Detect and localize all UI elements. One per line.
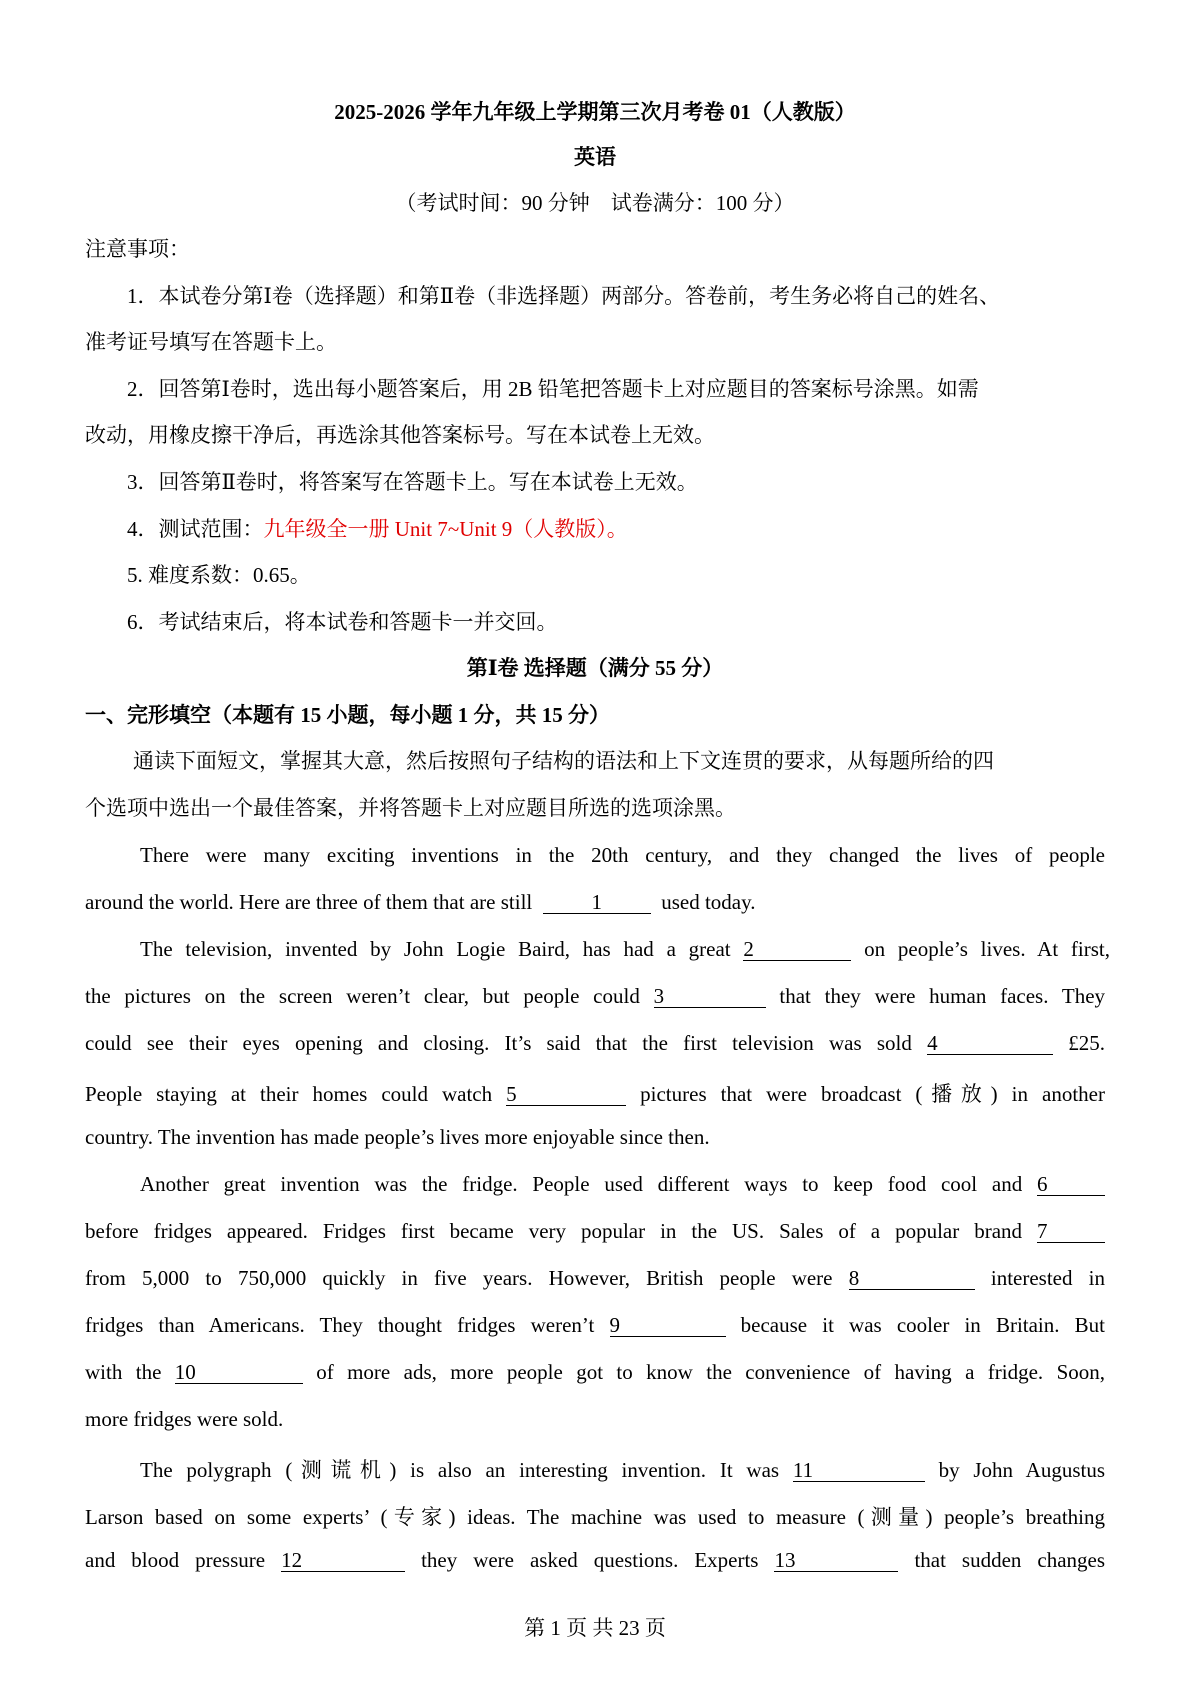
note-1b: 准考证号填写在答题卡上。 xyxy=(85,330,337,354)
passage-line: The polygraph (测谎机) is also an interesting invention. It was 11 by John Augustus xyxy=(140,1458,1105,1482)
passage-line: People staying at their homes could watch 5 pictures that were broadcast (播放) in another xyxy=(85,1082,1105,1106)
exam-title: 2025-2026 学年九年级上学期第三次月考卷 01（人教版） xyxy=(334,100,856,124)
note-4 xyxy=(127,513,1107,543)
passage-line: country. The invention has made people’s lives more enjoyable since then. xyxy=(85,1125,710,1149)
note-5: 5. 难度系数：0.65。 xyxy=(127,563,311,587)
blank-8: 8 xyxy=(849,1267,975,1290)
passage-line: and blood pressure 12 they were asked questions. Experts 13 that sudden changes xyxy=(85,1548,1106,1572)
blank-5: 5 xyxy=(506,1083,626,1106)
note-4-label: 4．测试范围： xyxy=(127,517,264,541)
passage-line: from 5,000 to 750,000 quickly in five years. However, British people were 8 interested in xyxy=(85,1266,1106,1290)
blank-3: 3 xyxy=(654,985,766,1008)
passage-line: The television, invented by John Logie Baird, has had a great 2 on people’s lives. At first, xyxy=(140,937,1111,961)
blank-12: 12 xyxy=(281,1549,405,1572)
note-2b: 改动，用橡皮擦干净后，再选涂其他答案标号。写在本试卷上无效。 xyxy=(85,423,715,447)
exam-info: （考试时间：90 分钟 试卷满分：100 分） xyxy=(395,191,795,215)
blank-2: 2 xyxy=(743,938,851,961)
notes-heading: 注意事项： xyxy=(85,237,190,261)
blank-6: 6 xyxy=(1037,1173,1105,1196)
passage-line: more fridges were sold. xyxy=(85,1407,284,1431)
subject-title: 英语 xyxy=(574,145,616,169)
passage-line: Another great invention was the fridge. People used different ways to keep food cool and 6 xyxy=(140,1172,1105,1197)
passage-line: could see their eyes opening and closing. It’s said that the first television was sold 4 £25. xyxy=(85,1031,1106,1055)
blank-11: 11 xyxy=(793,1459,925,1482)
part1-title: 第Ⅰ卷 选择题（满分 55 分） xyxy=(466,656,724,680)
page-footer: 第 1 页 共 23 页 xyxy=(524,1616,666,1640)
passage-line: There were many exciting inventions in the 20th century, and they changed the lives of people xyxy=(140,843,1105,867)
passage-line: Larson based on some experts’ (专家) ideas. The machine was used to measure (测量) people’s breathing xyxy=(85,1505,1105,1529)
note-3: 3．回答第Ⅱ卷时，将答案写在答题卡上。写在本试卷上无效。 xyxy=(127,470,698,494)
blank-9: 9 xyxy=(610,1314,726,1337)
blank-4: 4 xyxy=(927,1032,1053,1055)
note-6: 6．考试结束后，将本试卷和答题卡一并交回。 xyxy=(127,610,558,634)
passage-line: around the world. Here are three of them that are still 1 used today. xyxy=(85,890,756,914)
passage-line: the pictures on the screen weren’t clear, but people could 3 that they were human faces. They xyxy=(85,984,1106,1008)
blank-1: 1 xyxy=(543,891,651,914)
passage-line: fridges than Americans. They thought fridges weren’t 9 because it was cooler in Britain. But xyxy=(85,1313,1105,1337)
note-2a: 2．回答第Ⅰ卷时，选出每小题答案后，用 2B 铅笔把答题卡上对应题目的答案标号涂黑。如需 xyxy=(127,377,979,401)
cloze-instructions-b: 个选项中选出一个最佳答案，并将答题卡上对应题目所选的选项涂黑。 xyxy=(85,796,736,820)
passage-line: with the 10 of more ads, more people got to know the convenience of having a fridge. Soon, xyxy=(85,1360,1106,1384)
blank-7: 7 xyxy=(1037,1220,1105,1243)
blank-13: 13 xyxy=(774,1549,898,1572)
note-1a: 1．本试卷分第Ⅰ卷（选择题）和第Ⅱ卷（非选择题）两部分。答卷前，考生务必将自己的姓名、 xyxy=(127,284,1001,308)
blank-10: 10 xyxy=(175,1361,303,1384)
cloze-instructions-a: 通读下面短文，掌握其大意，然后按照句子结构的语法和上下文连贯的要求，从每题所给的四 xyxy=(133,749,994,773)
passage-line: before fridges appeared. Fridges first became very popular in the US. Sales of a popular brand 7 xyxy=(85,1219,1105,1244)
test-scope: 九年级全一册 Unit 7~Unit 9（人教版）。 xyxy=(263,517,628,541)
cloze-section-title: 一、完形填空（本题有 15 小题，每小题 1 分，共 15 分） xyxy=(85,703,610,727)
